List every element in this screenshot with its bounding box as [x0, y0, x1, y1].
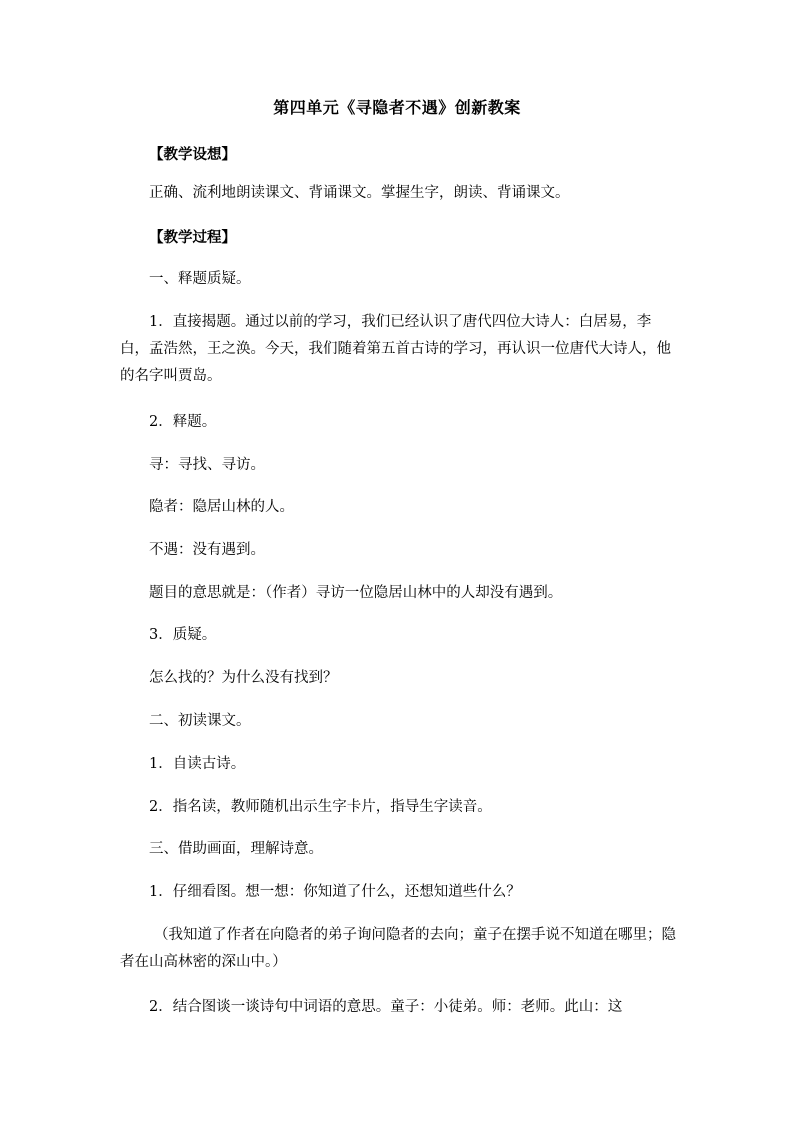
paragraph: 三、借助画面，理解诗意。 [149, 841, 323, 857]
paragraph: 怎么找的？为什么没有找到？ [149, 670, 338, 686]
paragraph: 不遇：没有遇到。 [149, 542, 265, 558]
paragraph: 1．直接揭题。通过以前的学习，我们已经认识了唐代四位大诗人：白居易，李白，孟浩然，王之涣。今天，我们随着第五首古诗的学习，再认识一位唐代大诗人，他的名字叫贾岛。 [120, 314, 671, 384]
paragraph: 1．自读古诗。 [149, 756, 246, 772]
document-title: 第四单元《寻隐者不遇》创新教案 [273, 98, 521, 117]
paragraph: 2．指名读，教师随机出示生字卡片，指导生字读音。 [149, 799, 492, 815]
section-heading-teaching-process: 【教学过程】 [149, 229, 236, 246]
paragraph: 正确、流利地朗读课文、背诵课文。掌握生字，朗读、背诵课文。 [149, 185, 570, 201]
paragraph: 2．释题。 [149, 414, 217, 430]
paragraph: 题目的意思就是：（作者）寻访一位隐居山林中的人却没有遇到。 [149, 585, 563, 601]
paragraph: （我知道了作者在向隐者的弟子询问隐者的去向；童子在摆手说不知道在哪里；隐者在山高林密的深山中。） [120, 927, 676, 970]
paragraph: 一、释题质疑。 [149, 271, 251, 287]
paragraph: 1．仔细看图。想一想：你知道了什么，还想知道些什么？ [149, 884, 521, 900]
paragraph: 2．结合图谈一谈诗句中词语的意思。童子：小徒弟。师：老师。此山：这 [149, 999, 623, 1015]
paragraph: 寻：寻找、寻访。 [149, 457, 265, 473]
paragraph: 隐者：隐居山林的人。 [149, 499, 294, 515]
section-heading-teaching-idea: 【教学设想】 [149, 146, 236, 163]
paragraph: 3．质疑。 [149, 627, 217, 643]
paragraph: 二、初读课文。 [149, 713, 251, 729]
